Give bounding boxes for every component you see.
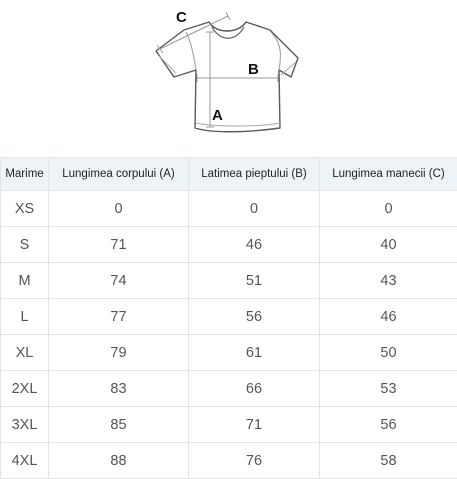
chest-width-cell: 61 xyxy=(189,335,320,371)
chest-width-cell: 66 xyxy=(189,371,320,407)
body-length-cell: 88 xyxy=(49,443,189,479)
size-guide-diagram xyxy=(0,0,457,157)
size-cell: S xyxy=(1,227,49,263)
size-cell: XL xyxy=(1,335,49,371)
chest-width-cell: 71 xyxy=(189,407,320,443)
sleeve-length-cell: 40 xyxy=(320,227,457,263)
table-row xyxy=(1,299,457,335)
column-header-sleeve-length: Lungimea manecii (C) xyxy=(320,158,457,191)
size-cell: 3XL xyxy=(1,407,49,443)
body-length-cell: 71 xyxy=(49,227,189,263)
chest-width-cell: 56 xyxy=(189,299,320,335)
table-row xyxy=(1,407,457,443)
chest-width-cell: 0 xyxy=(189,191,320,227)
dimension-label-c: C xyxy=(176,10,187,25)
sleeve-length-cell: 53 xyxy=(320,371,457,407)
table-row xyxy=(1,443,457,479)
column-header-size: Marime xyxy=(1,158,49,191)
table-row xyxy=(1,191,457,227)
size-cell: XS xyxy=(1,191,49,227)
table-header-row xyxy=(1,158,457,191)
sleeve-length-cell: 50 xyxy=(320,335,457,371)
dimension-label-b: B xyxy=(248,62,259,77)
tshirt-icon xyxy=(0,0,457,157)
table-row xyxy=(1,263,457,299)
table-row xyxy=(1,335,457,371)
body-length-cell: 85 xyxy=(49,407,189,443)
sleeve-length-cell: 58 xyxy=(320,443,457,479)
body-length-cell: 79 xyxy=(49,335,189,371)
sleeve-length-cell: 43 xyxy=(320,263,457,299)
table-row xyxy=(1,227,457,263)
sleeve-length-cell: 56 xyxy=(320,407,457,443)
sleeve-length-cell: 0 xyxy=(320,191,457,227)
size-cell: 2XL xyxy=(1,371,49,407)
column-header-body-length: Lungimea corpului (A) xyxy=(49,158,189,191)
table-row xyxy=(1,371,457,407)
chest-width-cell: 76 xyxy=(189,443,320,479)
body-length-cell: 0 xyxy=(49,191,189,227)
column-header-chest-width: Latimea pieptului (B) xyxy=(189,158,320,191)
sleeve-length-cell: 46 xyxy=(320,299,457,335)
body-length-cell: 77 xyxy=(49,299,189,335)
size-cell: L xyxy=(1,299,49,335)
dimension-label-a: A xyxy=(212,108,223,123)
size-cell: 4XL xyxy=(1,443,49,479)
body-length-cell: 83 xyxy=(49,371,189,407)
chest-width-cell: 51 xyxy=(189,263,320,299)
size-chart-table xyxy=(0,157,457,479)
chest-width-cell: 46 xyxy=(189,227,320,263)
size-cell: M xyxy=(1,263,49,299)
body-length-cell: 74 xyxy=(49,263,189,299)
